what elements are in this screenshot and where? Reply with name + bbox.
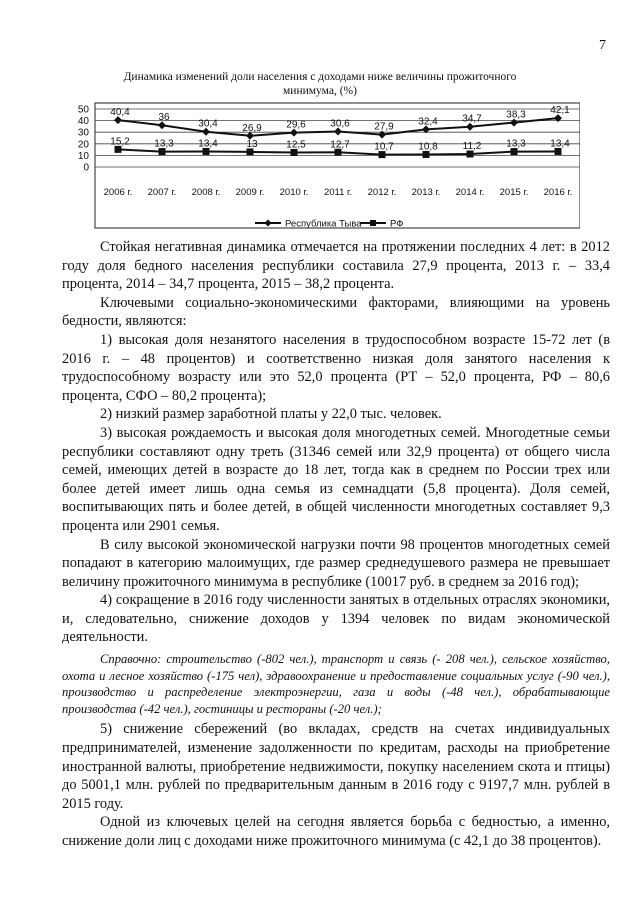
data-label: 12,5 [286, 139, 306, 151]
legend-label: Республика Тыва [285, 218, 362, 230]
data-label: 13,4 [550, 138, 570, 150]
x-tick-label: 2010 г. [279, 187, 309, 198]
x-tick-label: 2015 г. [499, 187, 529, 198]
y-tick-label: 40 [77, 116, 89, 128]
data-label: 38,3 [506, 109, 526, 121]
paragraph: Одной из ключевых целей на сегодня является борьба с бедностью, а именно, снижение доли лиц с доходами ниже прожиточного минимума (с 42,1 до 38 процентов). [62, 814, 610, 849]
data-label: 13,4 [198, 138, 218, 150]
paragraph: 2) низкий размер заработной платы у 22,0 тыс. человек. [100, 406, 442, 423]
legend-marker [265, 220, 272, 227]
data-label: 13 [246, 138, 258, 150]
x-tick-label: 2013 г. [411, 187, 441, 198]
data-label: 13,3 [506, 138, 526, 150]
data-label: 15,2 [110, 136, 130, 148]
data-label: 36 [158, 112, 170, 124]
data-label: 34,7 [462, 113, 482, 125]
paragraph: Стойкая негативная динамика отмечается на протяжении последних 4 лет: в 2012 году доля бедного населения республики составила 27,9 процента, 2013 г. – 33,4 процента, 2014 – 34,7 процента, 2015 – 38,2 процента. [62, 239, 610, 293]
legend-marker [370, 220, 376, 226]
data-label: 26,9 [242, 122, 262, 134]
paragraph: 3) высокая рождаемость и высокая доля многодетных семей. Многодетные семьи республики составляют одну треть (31346 семей или 32,9 процента) от общего числа семей, имеющих детей в возрасте до 18 лет, тогда как в среднем по России трех или более детей имеет лишь одна семья из семнадцати (5,8 процента). Доля семей, воспитывающих пять и более детей, в общей численности многодетных составляет 9,3 процента или 2901 семья. [62, 424, 610, 534]
data-label: 13,3 [154, 138, 174, 150]
x-tick-label: 2006 г. [103, 187, 133, 198]
data-label: 10,8 [418, 141, 438, 153]
reference-note: Справочно: строительство (-802 чел.), транспорт и связь (- 208 чел.), сельское хозяйство, охота и лесное хозяйство (-175 чел), здравоохранение и предоставление социальных услуг (-90 чел.), производство и распределение электроэнергии, газа и воды (-48 чел.), обрабатывающие производства (-42 чел.), гостиницы и рестораны (-20 чел.); [62, 652, 610, 716]
data-label: 10,7 [374, 141, 394, 153]
data-label: 42,1 [550, 105, 570, 117]
y-tick-label: 10 [77, 150, 89, 162]
x-tick-label: 2016 г. [543, 187, 573, 198]
y-tick-label: 20 [77, 139, 89, 151]
paragraph: 5) снижение сбережений (во вкладах, средств на счетах индивидуальных предпринимателей, изменение задолженности по кредитам, расходы на приобретение иностранной валюты, приобретение недвижимости, покупку населением скота и птицы) до 5001,1 млн. рублей по предварительным данным в 2016 году с 9197,7 млн. рублей в 2015 году. [62, 721, 610, 812]
body-text [62, 238, 610, 851]
data-label: 40,4 [110, 107, 130, 119]
x-tick-label: 2014 г. [455, 187, 485, 198]
data-label: 29,6 [286, 119, 306, 131]
x-tick-label: 2007 г. [147, 187, 177, 198]
line-chart [60, 97, 580, 232]
paragraph: В силу высокой экономической нагрузки почти 98 процентов многодетных семей попадают в категорию малоимущих, где размер среднедушевого размера не превышает величину прожиточного минимума в республике (10017 руб. в среднем за 2016 год); [62, 536, 610, 590]
paragraph: 4) сокращение в 2016 году численности занятых в отдельных отраслях экономики, и, следовательно, снижение доходов у 1394 человек по видам экономической деятельности. [62, 592, 610, 646]
y-tick-label: 50 [77, 104, 89, 116]
paragraph: 1) высокая доля незанятого населения в трудоспособном возрасте 15-72 лет (в 2016 г. – 48 процентов) и соответственно низкая доля занятого населения к трудоспособному возрасту или это 52,0 процента (РТ – 52,0 процента, РФ – 80,6 процента, СФО – 80,2 процента); [62, 331, 610, 404]
data-label: 27,9 [374, 121, 394, 133]
y-tick-label: 30 [77, 127, 89, 139]
data-label: 32,4 [418, 116, 438, 128]
legend-label: РФ [390, 218, 404, 230]
data-label: 11,2 [462, 141, 482, 153]
chart-title: Динамика изменений доли населения с доходами ниже величины прожиточного минимума, (%) [123, 71, 517, 97]
page-number: 7 [599, 38, 606, 53]
x-tick-label: 2011 г. [323, 187, 353, 198]
data-label: 12,7 [330, 139, 350, 151]
y-tick-label: 0 [83, 162, 89, 174]
x-tick-label: 2009 г. [235, 187, 265, 198]
data-label: 30,4 [198, 118, 218, 130]
x-tick-label: 2008 г. [191, 187, 221, 198]
paragraph: Ключевыми социально-экономическими факторами, влияющими на уровень бедности, являются: [62, 294, 610, 330]
x-tick-label: 2012 г. [367, 187, 397, 198]
data-label: 30,6 [330, 118, 350, 130]
